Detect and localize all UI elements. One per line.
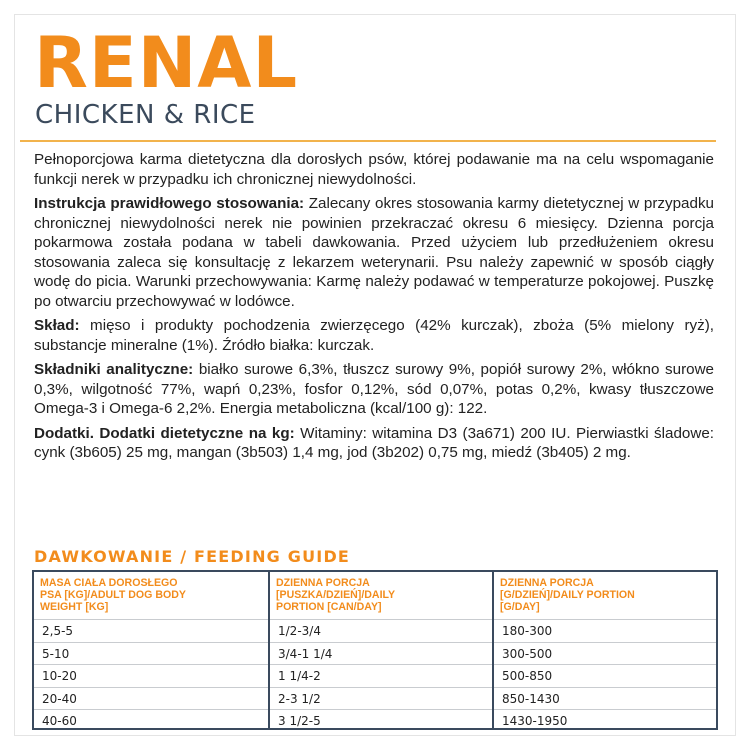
- additives-label: Dodatki. Dodatki dietetyczne na kg:: [34, 424, 295, 442]
- instructions-paragraph: [34, 194, 714, 311]
- header-line: PSA [KG]/ADULT DOG BODY: [40, 589, 186, 601]
- feeding-guide-table: [32, 570, 718, 730]
- table-cell: 180-300: [494, 619, 716, 642]
- table-cell: 3/4-1 1/4: [270, 642, 492, 665]
- product-title: RENAL: [34, 22, 299, 104]
- feeding-guide-title: DAWKOWANIE / FEEDING GUIDE: [34, 547, 351, 566]
- header-divider: [20, 140, 716, 142]
- analytical-label: Składniki analityczne:: [34, 361, 194, 378]
- description-block: [34, 150, 714, 468]
- table-column-can-portion: [270, 572, 494, 728]
- table-cell: 40-60: [34, 709, 268, 732]
- header-line: [G/DAY]: [500, 601, 540, 613]
- product-subtitle: CHICKEN & RICE: [35, 100, 256, 130]
- analytical-text: białko surowe 6,3%, tłuszcz surowy 9%, popiół surowy 2%, włókno surowe 0,3%, wilgotność 77%, wapń 0,23%, fosfor 0,12%, sód 0,07%, potas 0,2%, kwasy tłuszczowe Omega-3 i Omega-6 2,2%. Energia metaboliczna (kcal/100 g): 122.: [34, 361, 714, 417]
- header-line: MASA CIAŁA DOROSŁEGO: [40, 577, 178, 589]
- header-line: DZIENNA PORCJA: [276, 577, 370, 589]
- intro-paragraph: Pełnoporcjowa karma dietetyczna dla dorosłych psów, której podawanie ma na celu wspomaganie funkcji nerek w przypadku ich chronicznej niewydolności.: [34, 151, 714, 188]
- table-column-body-weight: [34, 572, 270, 728]
- column-header: [270, 572, 492, 619]
- table-column-gram-portion: [494, 572, 716, 728]
- analytical-paragraph: [34, 360, 714, 419]
- table-cell: 2,5-5: [34, 619, 268, 642]
- table-cell: 500-850: [494, 664, 716, 687]
- table-cell: 300-500: [494, 642, 716, 665]
- instructions-text: Zalecany okres stosowania karmy dietetycznej w przypadku chronicznej niewydolności nerek nie powinien przekraczać okresu 6 miesięcy. Dzienna porcja pokarmowa została podana w tabeli dawkowania. Przed użyciem lub przedłużeniem okresu stosowania zaleca się konsultację z lekarzem weterynarii. Psu należy zapewnić w sposób ciągły wodę do picia. Warunki przechowywania: Karmę należy podawać w temperaturze pokojowej. Puszkę po otwarciu przechowywać w lodówce.: [34, 195, 714, 310]
- table-cell: 20-40: [34, 687, 268, 710]
- header-line: PORTION [CAN/DAY]: [276, 601, 382, 613]
- composition-label: Skład:: [34, 317, 80, 334]
- additives-paragraph: [34, 424, 714, 463]
- column-header: [34, 572, 268, 619]
- table-cell: 3 1/2-5: [270, 709, 492, 732]
- table-cell: 850-1430: [494, 687, 716, 710]
- header-line: WEIGHT [KG]: [40, 601, 109, 613]
- column-header: [494, 572, 716, 619]
- instructions-label: Instrukcja prawidłowego stosowania:: [34, 195, 305, 212]
- composition-text: mięso i produkty pochodzenia zwierzęcego (42% kurczak), zboża (5% mielony ryż), substancje mineralne (1%). Źródło białka: kurczak.: [34, 317, 714, 354]
- table-cell: 10-20: [34, 664, 268, 687]
- header-line: [G/DZIEŃ]/DAILY PORTION: [500, 589, 635, 601]
- table-cell: 1/2-3/4: [270, 619, 492, 642]
- table-cell: 2-3 1/2: [270, 687, 492, 710]
- header-line: DZIENNA PORCJA: [500, 577, 594, 589]
- composition-paragraph: [34, 316, 714, 355]
- header-line: [PUSZKA/DZIEŃ]/DAILY: [276, 589, 396, 601]
- table-cell: 1430-1950: [494, 709, 716, 732]
- table-cell: 5-10: [34, 642, 268, 665]
- additives-text: Witaminy: witamina D3 (3a671) 200 IU. Pierwiastki śladowe: cynk (3b605) 25 mg, mangan (3b503) 1,4 mg, jod (3b202) 0,75 mg, miedź (3b405) 2 mg.: [34, 424, 714, 461]
- table-cell: 1 1/4-2: [270, 664, 492, 687]
